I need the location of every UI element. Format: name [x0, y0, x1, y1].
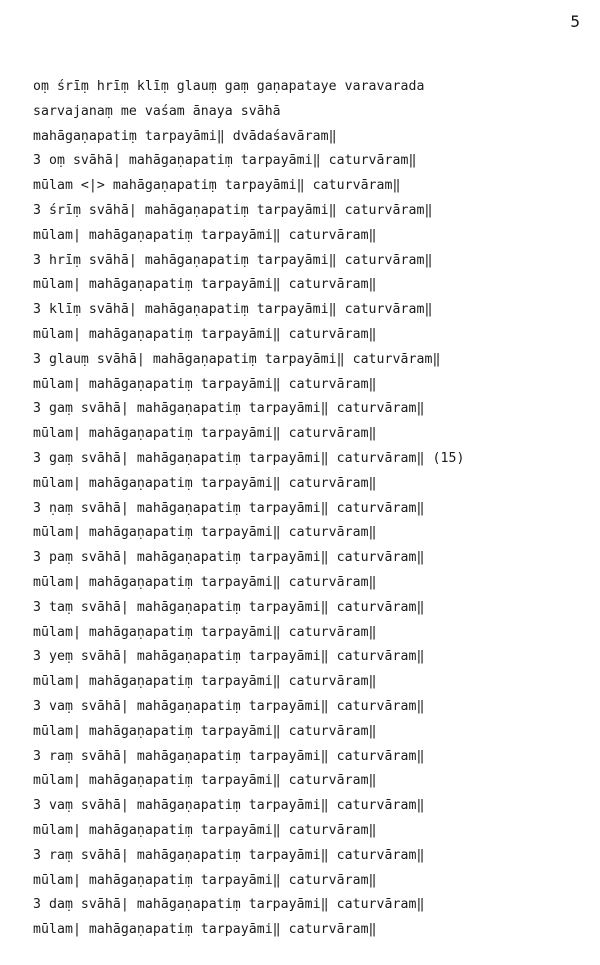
text-line: 3 raṃ svāhā| mahāgaṇapatiṃ tarpayāmi‖ caturvāram‖ — [33, 847, 425, 863]
text-line: 3 vaṃ svāhā| mahāgaṇapatiṃ tarpayāmi‖ caturvāram‖ — [33, 798, 425, 814]
mantra-text — [33, 75, 578, 943]
text-line: mūlam| mahāgaṇapatiṃ tarpayāmi‖ caturvāram‖ — [33, 872, 377, 888]
text-line: 3 yeṃ svāhā| mahāgaṇapatiṃ tarpayāmi‖ caturvāram‖ — [33, 649, 425, 665]
text-line: mahāgaṇapatiṃ tarpayāmi‖ dvādaśavāram‖ — [33, 128, 337, 144]
text-line: 3 gaṃ svāhā| mahāgaṇapatiṃ tarpayāmi‖ caturvāram‖ — [33, 401, 425, 417]
text-line: 3 hrīṃ svāhā| mahāgaṇapatiṃ tarpayāmi‖ caturvāram‖ — [33, 252, 433, 268]
text-line: mūlam| mahāgaṇapatiṃ tarpayāmi‖ caturvāram‖ — [33, 277, 377, 293]
text-line: 3 daṃ svāhā| mahāgaṇapatiṃ tarpayāmi‖ caturvāram‖ — [33, 897, 425, 913]
text-line: mūlam| mahāgaṇapatiṃ tarpayāmi‖ caturvāram‖ — [33, 922, 377, 938]
text-line: mūlam| mahāgaṇapatiṃ tarpayāmi‖ caturvāram‖ — [33, 822, 377, 838]
text-line: mūlam| mahāgaṇapatiṃ tarpayāmi‖ caturvāram‖ — [33, 525, 377, 541]
text-line: 3 vaṃ svāhā| mahāgaṇapatiṃ tarpayāmi‖ caturvāram‖ — [33, 698, 425, 714]
text-line: mūlam <|> mahāgaṇapatiṃ tarpayāmi‖ caturvāram‖ — [33, 178, 401, 194]
text-line: 3 gaṃ svāhā| mahāgaṇapatiṃ tarpayāmi‖ caturvāram‖ (15) — [33, 450, 465, 466]
text-line: oṃ śrīṃ hrīṃ klīṃ glauṃ gaṃ gaṇapataye varavarada — [33, 79, 425, 94]
text-line: sarvajanaṃ me vaśam ānaya svāhā — [33, 103, 281, 119]
text-line: 3 śrīṃ svāhā| mahāgaṇapatiṃ tarpayāmi‖ caturvāram‖ — [33, 202, 433, 218]
text-line: mūlam| mahāgaṇapatiṃ tarpayāmi‖ caturvāram‖ — [33, 475, 377, 491]
text-line: mūlam| mahāgaṇapatiṃ tarpayāmi‖ caturvāram‖ — [33, 574, 377, 590]
text-line: 3 oṃ svāhā| mahāgaṇapatiṃ tarpayāmi‖ caturvāram‖ — [33, 153, 417, 169]
text-line: mūlam| mahāgaṇapatiṃ tarpayāmi‖ caturvāram‖ — [33, 723, 377, 739]
text-line: mūlam| mahāgaṇapatiṃ tarpayāmi‖ caturvāram‖ — [33, 227, 377, 243]
text-line: 3 ṇaṃ svāhā| mahāgaṇapatiṃ tarpayāmi‖ caturvāram‖ — [33, 500, 425, 516]
text-line: 3 taṃ svāhā| mahāgaṇapatiṃ tarpayāmi‖ caturvāram‖ — [33, 599, 425, 615]
text-line: mūlam| mahāgaṇapatiṃ tarpayāmi‖ caturvāram‖ — [33, 674, 377, 690]
text-line: mūlam| mahāgaṇapatiṃ tarpayāmi‖ caturvāram‖ — [33, 426, 377, 442]
text-line: mūlam| mahāgaṇapatiṃ tarpayāmi‖ caturvāram‖ — [33, 326, 377, 342]
text-line: mūlam| mahāgaṇapatiṃ tarpayāmi‖ caturvāram‖ — [33, 376, 377, 392]
text-line: mūlam| mahāgaṇapatiṃ tarpayāmi‖ caturvāram‖ — [33, 773, 377, 789]
page-number: 5 — [570, 12, 580, 31]
text-line: 3 klīṃ svāhā| mahāgaṇapatiṃ tarpayāmi‖ caturvāram‖ — [33, 302, 433, 318]
text-line: 3 raṃ svāhā| mahāgaṇapatiṃ tarpayāmi‖ caturvāram‖ — [33, 748, 425, 764]
text-line: mūlam| mahāgaṇapatiṃ tarpayāmi‖ caturvāram‖ — [33, 624, 377, 640]
text-line: 3 paṃ svāhā| mahāgaṇapatiṃ tarpayāmi‖ caturvāram‖ — [33, 550, 425, 566]
text-line: 3 glauṃ svāhā| mahāgaṇapatiṃ tarpayāmi‖ caturvāram‖ — [33, 351, 441, 367]
